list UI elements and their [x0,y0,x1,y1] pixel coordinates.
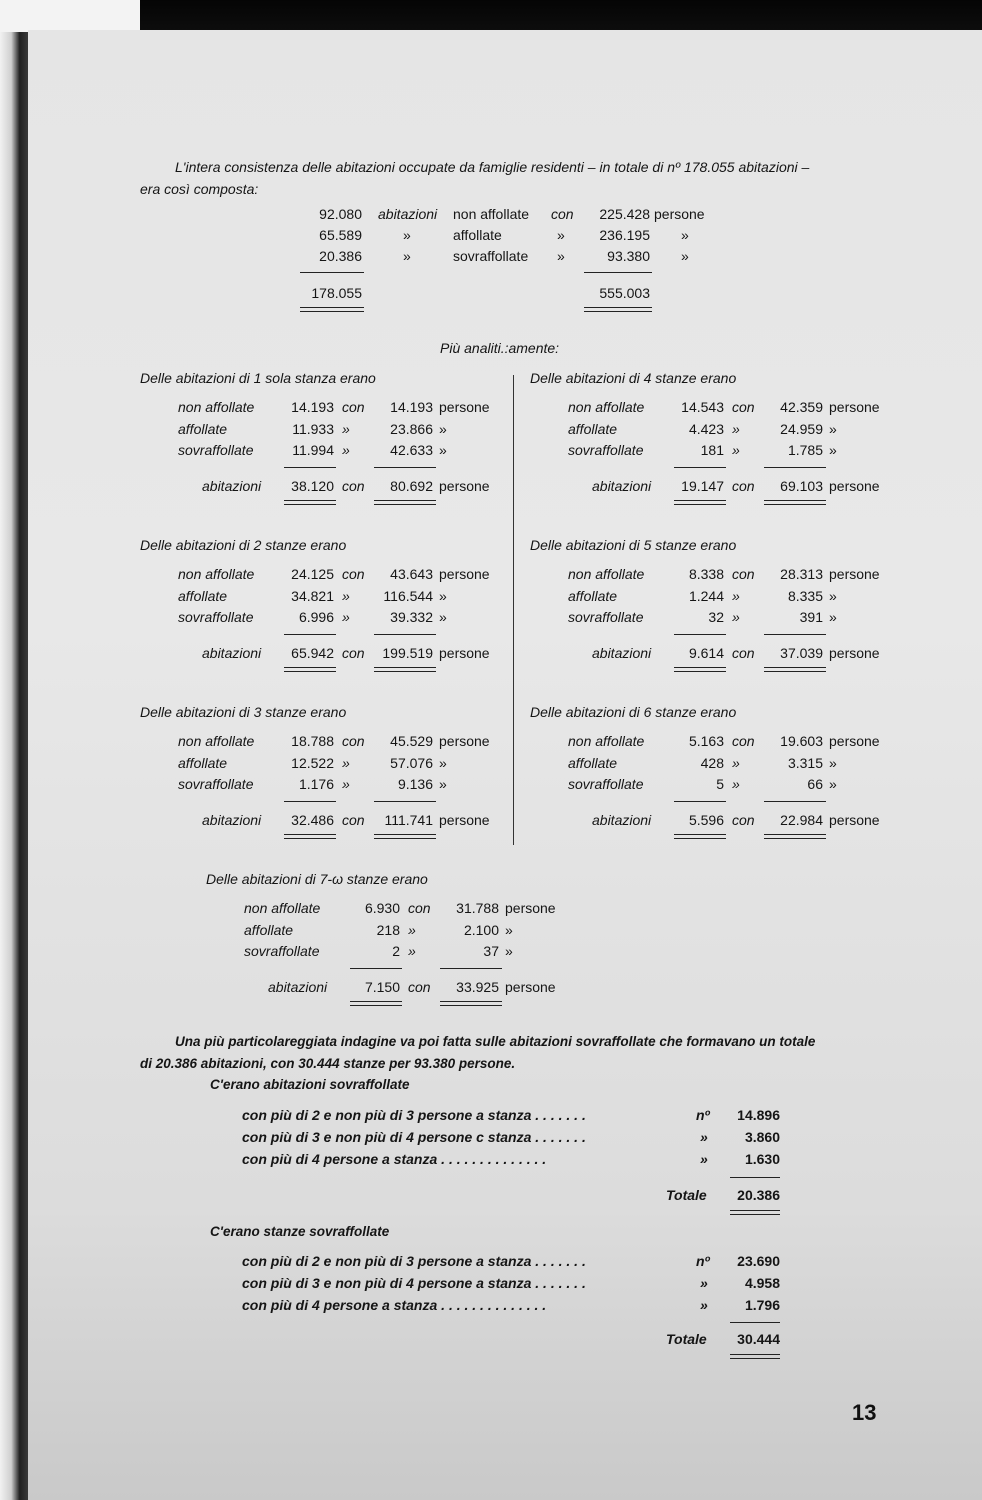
block-row-unit: » [505,943,513,959]
block-row-count: 218 [376,921,400,938]
block-row-con: » [342,609,350,625]
block-row-label: non affollate [178,566,255,582]
summary-count: 92.080 [319,206,362,222]
paragraph-line-2: di 20.386 abitazioni, con 30.444 stanze per 93.380 persone. [140,1056,516,1071]
block-row-count: 24.125 [291,566,334,582]
block-row-persons: 19.603 [780,733,823,749]
block-row-count: 2 [392,943,400,959]
block-double-rule [284,500,336,505]
summary-total-count: 178.055 [311,285,362,301]
block-double-rule [764,834,826,839]
block-row-unit: persone [439,399,490,415]
block-row-count: 12.522 [291,754,334,771]
dwellings-rule [730,1177,780,1178]
block-row-count: 5.163 [688,733,724,749]
rooms-row-mark: » [700,1297,708,1313]
block-row-persons: 42.359 [780,399,823,415]
block-title: Delle abitazioni di 6 stanze erano [530,704,737,720]
block-row-unit: » [439,587,447,604]
dwellings-row-value: 14.896 [737,1107,780,1123]
block-total-persons: 80.692 [390,478,433,494]
block-row-persons: 8.335 [787,587,823,604]
summary-word: abitazioni [378,206,438,222]
rooms-row-text: con più di 2 e non più di 3 persone a stanza . . . . . . . [242,1253,586,1269]
block-row-label: sovraffollate [568,442,644,458]
block-title: Delle abitazioni di 3 stanze erano [140,704,347,720]
dwellings-row-mark: nº [696,1107,710,1123]
block-total-label: abitazioni [268,979,328,995]
block-row-unit: » [829,754,837,771]
block-row-label: sovraffollate [244,943,320,959]
block-rule [764,801,826,802]
summary-rule [300,272,364,273]
block-row-count: 11.933 [292,420,334,437]
block-row-label: sovraffollate [178,442,254,458]
block-row-count: 6.996 [298,609,334,625]
block-double-rule [284,834,336,839]
rooms-total-label: Totale [666,1331,707,1347]
block-total-label: abitazioni [592,478,652,494]
block-row-persons: 57.076 [390,754,433,771]
block-double-rule [440,1001,502,1006]
block-rule [374,634,436,635]
summary-category: affollate [453,227,502,243]
block-row-persons: 37 [483,943,499,959]
block-row-unit: » [829,420,837,437]
block-double-rule [674,667,726,672]
summary-unit: » [681,248,689,264]
dwellings-row-mark: » [700,1151,708,1167]
block-rule [284,801,336,802]
block-total-con: con [732,478,755,494]
block-row-label: non affollate [178,399,255,415]
block-row-con: con [732,399,755,415]
block-row-unit: persone [505,900,556,916]
block-total-count: 5.596 [688,812,724,828]
dwellings-double-rule [730,1210,780,1215]
block-row-con: » [342,776,350,792]
block-row-label: non affollate [568,399,645,415]
block-total-persons: 111.741 [384,812,433,828]
summary-count: 65.589 [319,227,362,243]
block-row-count: 1.244 [688,587,724,604]
block-total-count: 19.147 [681,478,724,494]
block-total-unit: persone [829,812,880,828]
summary-persons: 93.380 [607,248,650,264]
block-row-persons: 14.193 [390,399,433,415]
block-row-con: » [342,587,350,604]
block-row-unit: » [829,587,837,604]
block-total-count: 38.120 [291,478,334,494]
block-double-rule [374,834,436,839]
block-row-unit: » [829,609,837,625]
block-row-unit: persone [829,733,880,749]
block-row-con: con [408,900,431,916]
block-row-con: » [342,442,350,458]
summary-total-persons: 555.003 [599,285,650,301]
block-row-con: » [408,943,416,959]
block-total-con: con [342,645,365,661]
block-total-label: abitazioni [592,812,652,828]
block-rule [284,467,336,468]
block-row-count: 6.930 [364,900,400,916]
block-rule [674,634,726,635]
block-row-unit: » [439,754,447,771]
block-title: Delle abitazioni di 7-ω stanze erano [206,871,428,887]
summary-category: non affollate [453,206,530,222]
block-row-con: » [732,442,740,458]
block-row-persons: 9.136 [397,776,433,792]
dwellings-row-text: con più di 3 e non più di 4 persone c stanza . . . . . . . [242,1129,586,1145]
block-total-con: con [732,812,755,828]
block-row-label: affollate [178,420,228,437]
block-row-count: 1.176 [298,776,334,792]
analytic-heading: Più analiti.:amente: [440,340,560,356]
rooms-total-value: 30.444 [737,1331,780,1347]
block-total-con: con [732,645,755,661]
block-row-count: 5 [716,776,724,792]
block-row-unit: » [439,420,447,437]
block-total-count: 65.942 [291,645,334,661]
block-row-con: » [732,587,740,604]
block-row-count: 11.994 [292,442,334,458]
rooms-row-mark: nº [696,1253,710,1269]
block-row-con: » [342,754,350,771]
column-divider [513,375,514,845]
block-row-persons: 42.633 [390,442,433,458]
block-rule [374,467,436,468]
block-row-unit: » [439,776,447,792]
block-total-count: 32.486 [291,812,334,828]
dwellings-row-text: con più di 2 e non più di 3 persone a stanza . . . . . . . [242,1107,586,1123]
summary-rule [584,272,652,273]
block-row-unit: » [505,921,513,938]
block-double-rule [764,500,826,505]
block-row-con: con [732,566,755,582]
dwellings-total-label: Totale [666,1187,707,1203]
summary-unit: persone [654,206,705,222]
block-row-persons: 23.866 [390,420,433,437]
scan-margin [0,0,140,32]
summary-persons: 225.428 [599,206,650,222]
dwellings-row-value: 3.860 [744,1129,780,1145]
block-row-label: non affollate [244,900,321,916]
block-row-unit: » [439,442,447,458]
block-row-con: » [732,609,740,625]
block-row-unit: persone [829,566,880,582]
block-double-rule [374,667,436,672]
block-row-unit: » [829,776,837,792]
block-double-rule [674,500,726,505]
block-row-label: affollate [178,754,228,771]
intro-line-2: era così composta: [140,181,259,197]
block-row-unit: persone [829,399,880,415]
rooms-row-value: 4.958 [744,1275,780,1291]
dwellings-row-text: con più di 4 persone a stanza . . . . . . . . . . . . . . [242,1151,547,1167]
block-row-label: affollate [568,420,618,437]
block-total-persons: 37.039 [780,645,823,661]
block-row-count: 14.193 [291,399,334,415]
block-row-count: 8.338 [688,566,724,582]
dwellings-row-value: 1.630 [744,1151,780,1167]
block-row-label: non affollate [568,566,645,582]
block-row-count: 428 [700,754,724,771]
block-total-unit: persone [829,645,880,661]
summary-word: » [403,227,411,243]
block-row-count: 4.423 [688,420,724,437]
block-row-unit: persone [439,566,490,582]
summary-double-rule [584,307,652,312]
block-row-label: affollate [178,587,228,604]
summary-unit: » [681,227,689,243]
rooms-rule [730,1322,780,1323]
block-row-persons: 116.544 [383,587,433,604]
block-total-unit: persone [829,478,880,494]
block-row-con: con [732,733,755,749]
block-row-con: con [342,399,365,415]
block-row-con: » [342,420,350,437]
block-row-label: non affollate [568,733,645,749]
block-rule [764,467,826,468]
dwellings-heading: C'erano abitazioni sovraffollate [210,1077,410,1092]
block-total-con: con [408,979,431,995]
block-double-rule [674,834,726,839]
dwellings-row-mark: » [700,1129,708,1145]
block-row-con: » [408,921,416,938]
dwellings-total-value: 20.386 [737,1187,780,1203]
binding-edge [0,0,28,1500]
block-row-persons: 28.313 [780,566,823,582]
block-row-unit: » [439,609,447,625]
block-row-con: » [732,776,740,792]
block-row-label: non affollate [178,733,255,749]
block-row-persons: 66 [807,776,823,792]
paragraph-line-1: Una più particolareggiata indagine va poi fatta sulle abitazioni sovraffollate che formavano un totale [175,1034,816,1049]
block-total-con: con [342,478,365,494]
block-row-persons: 39.332 [390,609,433,625]
block-total-unit: persone [439,478,490,494]
summary-con: con [551,206,574,222]
rooms-row-text: con più di 4 persone a stanza . . . . . . . . . . . . . . [242,1297,547,1313]
block-double-rule [284,667,336,672]
block-row-persons: 24.959 [780,420,823,437]
block-total-unit: persone [439,812,490,828]
block-row-label: sovraffollate [568,609,644,625]
block-row-persons: 45.529 [390,733,433,749]
block-row-unit: persone [439,733,490,749]
block-rule [374,801,436,802]
block-row-label: sovraffollate [178,776,254,792]
rooms-row-value: 23.690 [737,1253,780,1269]
rooms-row-value: 1.796 [744,1297,780,1313]
block-total-persons: 69.103 [780,478,823,494]
block-rule [674,467,726,468]
block-row-persons: 391 [799,609,823,625]
block-total-label: abitazioni [202,645,262,661]
block-row-unit: » [829,442,837,458]
block-row-count: 14.543 [681,399,724,415]
block-double-rule [350,1001,402,1006]
block-double-rule [764,667,826,672]
block-row-count: 18.788 [291,733,334,749]
block-row-con: » [732,420,740,437]
block-total-persons: 22.984 [780,812,823,828]
block-row-persons: 1.785 [787,442,823,458]
block-title: Delle abitazioni di 4 stanze erano [530,370,737,386]
block-total-unit: persone [505,979,556,995]
block-row-label: sovraffollate [178,609,254,625]
block-rule [440,968,502,969]
block-total-count: 9.614 [688,645,724,661]
block-total-label: abitazioni [202,812,262,828]
block-row-label: sovraffollate [568,776,644,792]
block-row-label: affollate [244,921,294,938]
block-row-persons: 43.643 [390,566,433,582]
rooms-heading: C'erano stanze sovraffollate [210,1224,390,1239]
rooms-row-text: con più di 3 e non più di 4 persone a stanza . . . . . . . [242,1275,586,1291]
block-total-con: con [342,812,365,828]
summary-category: sovraffollate [453,248,529,264]
block-row-con: » [732,754,740,771]
block-title: Delle abitazioni di 2 stanze erano [140,537,347,553]
summary-con: » [557,227,565,243]
intro-line-1: L'intera consistenza delle abitazioni occupate da famiglie residenti – in totale di nº 178.055 abitazioni – [175,159,810,175]
summary-persons: 236.195 [599,227,650,243]
block-rule [764,634,826,635]
block-title: Delle abitazioni di 1 sola stanza erano [140,370,376,386]
rooms-row-mark: » [700,1275,708,1291]
block-row-count: 32 [708,609,724,625]
summary-word: » [403,248,411,264]
page-number: 13 [852,1400,877,1425]
block-rule [350,968,402,969]
block-row-persons: 31.788 [456,900,499,916]
block-rule [674,801,726,802]
block-total-label: abitazioni [202,478,262,494]
block-rule [284,634,336,635]
block-total-unit: persone [439,645,490,661]
block-double-rule [374,500,436,505]
block-total-label: abitazioni [592,645,652,661]
block-row-con: con [342,733,365,749]
block-row-count: 181 [700,442,724,458]
summary-count: 20.386 [319,248,362,264]
summary-double-rule [300,307,364,312]
block-row-persons: 2.100 [463,921,499,938]
block-title: Delle abitazioni di 5 stanze erano [530,537,737,553]
block-row-count: 34.821 [291,587,334,604]
block-total-persons: 33.925 [456,979,499,995]
block-row-con: con [342,566,365,582]
block-total-persons: 199.519 [382,645,433,661]
block-total-count: 7.150 [364,979,400,995]
block-row-label: affollate [568,587,618,604]
rooms-double-rule [730,1354,780,1359]
block-row-label: affollate [568,754,618,771]
block-row-persons: 3.315 [787,754,823,771]
summary-con: » [557,248,565,264]
